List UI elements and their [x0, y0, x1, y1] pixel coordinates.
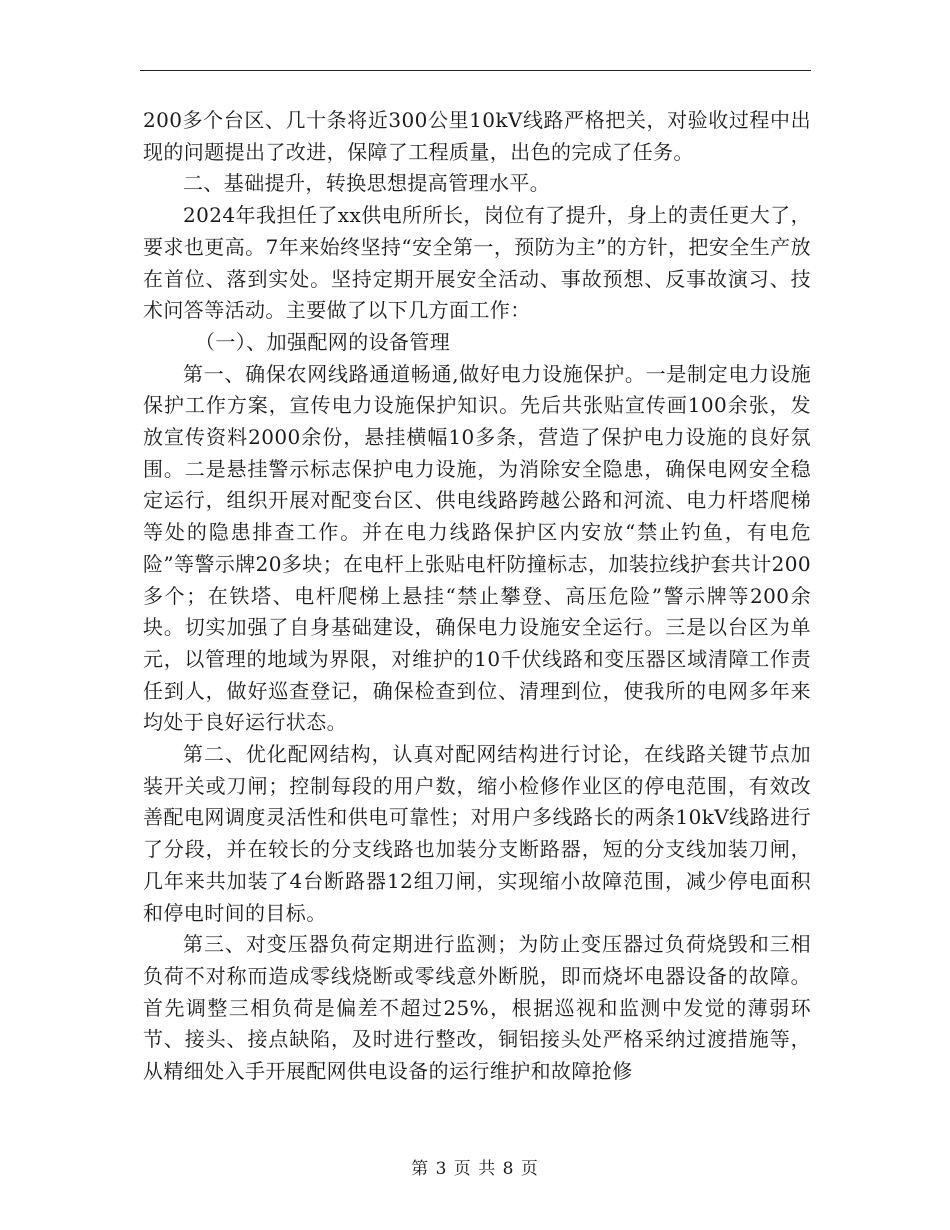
document-body	[143, 105, 811, 1088]
paragraph-5: 第一、确保农网线路通道畅通,做好电力设施保护。一是制定电力设施保护工作方案，宣传电力设施保护知识。先后共张贴宣传画100余张，发放宣传资料2000余份，悬挂横幅10多条，营造了保护电力设施的良好氛围。二是悬挂警示标志保护电力设施，为消除安全隐患，确保电网安全稳定运行，组织开展对配变台区、供电线路跨越公路和河流、电力杆塔爬梯等处的隐患排查工作。并在电力线路保护区内安放“禁止钓鱼，有电危险”等警示牌20多块；在电杆上张贴电杆防撞标志，加装拉线护套共计200多个；在铁塔、电杆爬梯上悬挂“禁止攀登、高压危险”警示牌等200余块。切实加强了自身基础建设，确保电力设施安全运行。三是以台区为单元，以管理的地域为界限，对维护的10千伏线路和变压器区域清障工作责任到人，做好巡查登记，确保检查到位、清理到位，使我所的电网多年来均处于良好运行状态。	[143, 361, 811, 735]
paragraph-3: 2024年我担任了xx供电所所长，岗位有了提升，身上的责任更大了，要求也更高。7年来始终坚持“安全第一，预防为主”的方针，把安全生产放在首位、落到实处。坚持定期开展安全活动、事故预想、反事故演习、技术问答等活动。主要做了以下几方面工作：	[143, 203, 811, 323]
page-footer: 第 3 页 共 8 页	[411, 1159, 539, 1179]
paragraph-6: 第二、优化配网结构，认真对配网结构进行讨论，在线路关键节点加装开关或刀闸；控制每段的用户数，缩小检修作业区的停电范围，有效改善配电网调度灵活性和供电可靠性；对用户多线路长的两条10kV线路进行了分段，并在较长的分支线路也加装分支断路器，短的分支线加装刀闸，几年来共加装了4台断路器12组刀闸，实现缩小故障范围，减少停电面积和停电时间的目标。	[143, 742, 811, 925]
paragraph-7: 第三、对变压器负荷定期进行监测；为防止变压器过负荷烧毁和三相负荷不对称而造成零线烧断或零线意外断脱，即而烧坏电器设备的故障。首先调整三相负荷是偏差不超过25%，根据巡视和监测中发觉的薄弱环节、接头、接点缺陷，及时进行整改，铜铝接头处严格采纳过渡措施等，从精细处入手开展配网供电设备的运行维护和故障抢修	[143, 932, 811, 1084]
subsection-heading-1: （一）、加强配网的设备管理	[195, 329, 451, 354]
section-heading-2: 二、基础提升，转换思想提高管理水平。	[183, 171, 551, 196]
header-rule	[140, 70, 811, 71]
paragraph-1: 200多个台区、几十条将近300公里10kV线路严格把关，对验收过程中出现的问题提出了改进，保障了工程质量，出色的完成了任务。	[143, 108, 811, 164]
